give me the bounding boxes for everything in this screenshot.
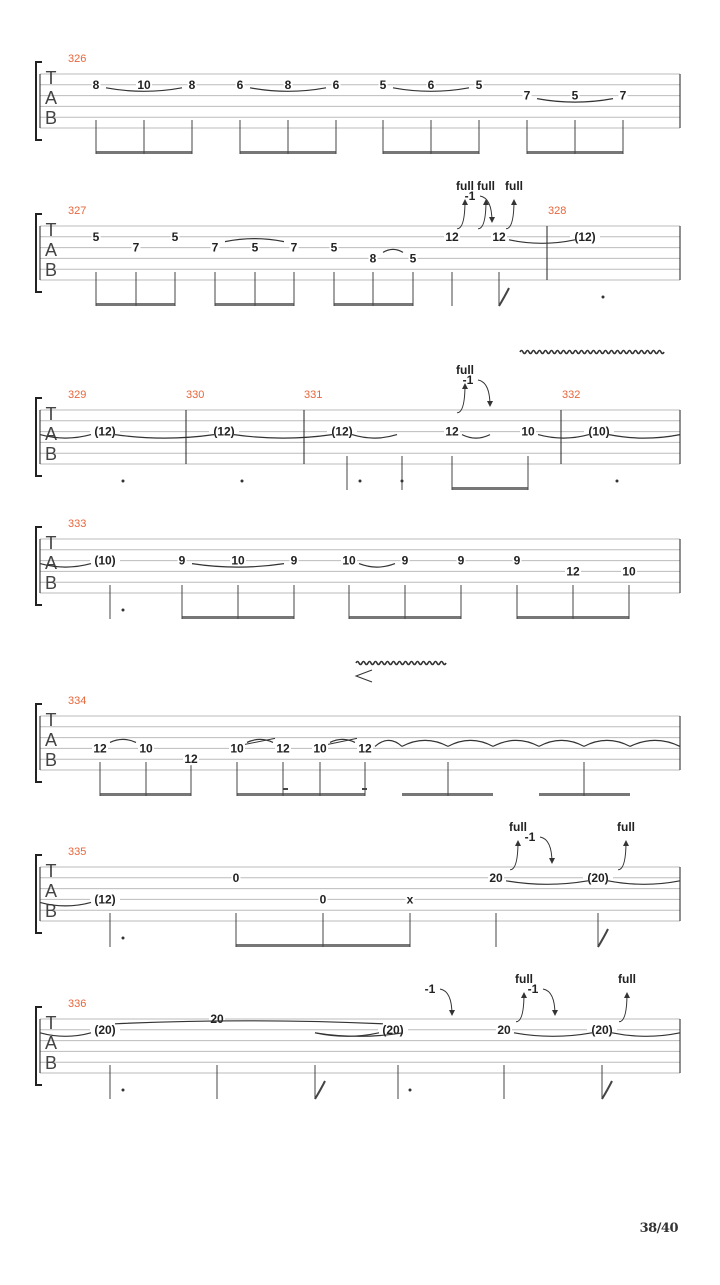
release-arrowhead xyxy=(489,217,495,223)
fret-number: 10 xyxy=(139,741,153,756)
bend-label: full xyxy=(456,179,474,193)
fret-number: 0 xyxy=(232,870,240,885)
tab-clef-letter: B xyxy=(44,444,58,464)
tie-arc xyxy=(462,435,490,439)
fret-number: 12 xyxy=(566,564,580,579)
bar-number: 331 xyxy=(304,389,323,401)
bend-arrowhead xyxy=(624,992,630,998)
fret-number: x xyxy=(406,892,414,907)
page-number: 38/40 xyxy=(639,1221,678,1236)
fret-number: 12 xyxy=(276,741,290,756)
rhythm-dot xyxy=(409,1089,412,1092)
fret-number: 6 xyxy=(427,77,435,92)
release-label: -1 xyxy=(462,373,474,387)
fret-number: (10) xyxy=(94,553,116,568)
fret-number: 5 xyxy=(571,88,579,103)
fret-number: 8 xyxy=(369,251,377,266)
rhythm-dot xyxy=(616,480,619,483)
fret-number: 10 xyxy=(231,553,245,568)
tie-arc xyxy=(352,435,397,439)
note-flag xyxy=(598,929,608,947)
rhythm-dot xyxy=(122,1089,125,1092)
crescendo-mark xyxy=(356,670,372,682)
tie-arc xyxy=(448,740,493,746)
tab-clef-letter: T xyxy=(45,861,57,881)
bar-number: 333 xyxy=(68,518,87,530)
fret-number: 9 xyxy=(290,553,298,568)
note-flag xyxy=(602,1081,612,1099)
fret-number: 12 xyxy=(492,229,506,244)
tab-clef-letter: T xyxy=(45,1013,57,1033)
fret-number: 20 xyxy=(497,1022,511,1037)
fret-number: (10) xyxy=(588,424,610,439)
tab-clef-letter: T xyxy=(45,533,57,553)
tab-clef-letter: B xyxy=(44,901,58,921)
bend-arrowhead xyxy=(511,199,517,205)
fret-number: 12 xyxy=(445,229,459,244)
bar-number: 329 xyxy=(68,389,87,401)
fret-number: (12) xyxy=(331,424,353,439)
fret-number: 5 xyxy=(330,240,338,255)
fret-number: (20) xyxy=(382,1022,404,1037)
rhythm-dot xyxy=(122,480,125,483)
beam xyxy=(452,487,528,490)
release-arrowhead xyxy=(449,1010,455,1016)
fret-number: 9 xyxy=(513,553,521,568)
bend-arrowhead xyxy=(521,992,527,998)
fret-number: 8 xyxy=(188,77,196,92)
bend-label: full xyxy=(509,820,527,834)
fret-number: 12 xyxy=(445,424,459,439)
fret-number: 9 xyxy=(178,553,186,568)
tab-clef-letter: T xyxy=(45,710,57,730)
bar-number: 332 xyxy=(562,389,581,401)
bend-arrowhead xyxy=(623,840,629,846)
fret-number: 10 xyxy=(313,741,327,756)
bar-number: 327 xyxy=(68,205,87,217)
tab-clef-letter: A xyxy=(44,1033,58,1053)
release-label: -1 xyxy=(464,189,476,203)
tie-arc xyxy=(402,740,448,746)
fret-number: (12) xyxy=(574,229,596,244)
release-arrowhead xyxy=(552,1010,558,1016)
fret-number: (20) xyxy=(94,1022,116,1037)
rhythm-dot xyxy=(122,937,125,940)
tie-arc xyxy=(383,249,403,252)
fret-number: 8 xyxy=(284,77,292,92)
tab-clef-letter: B xyxy=(44,573,58,593)
fret-number: 7 xyxy=(619,88,627,103)
bend-label: full xyxy=(477,179,495,193)
note-flag xyxy=(499,288,509,306)
tab-clef-letter: T xyxy=(45,68,57,88)
fret-number: 7 xyxy=(132,240,140,255)
fret-number: 9 xyxy=(457,553,465,568)
bar-number: 335 xyxy=(68,846,87,858)
bend-label: full xyxy=(618,972,636,986)
fret-number: 0 xyxy=(319,892,327,907)
fret-number: 10 xyxy=(521,424,535,439)
tie-arc xyxy=(493,740,539,746)
fret-number: 10 xyxy=(622,564,636,579)
tie-arc xyxy=(608,881,680,885)
tie-arc xyxy=(359,564,395,568)
tab-clef-letter: A xyxy=(44,240,58,260)
fret-number: 7 xyxy=(523,88,531,103)
fret-number: 12 xyxy=(93,741,107,756)
tab-clef-letter: A xyxy=(44,730,58,750)
fret-number: (20) xyxy=(587,870,609,885)
tab-clef-letter: A xyxy=(44,881,58,901)
tab-clef-letter: B xyxy=(44,108,58,128)
fret-number: (12) xyxy=(94,424,116,439)
fret-number: 5 xyxy=(379,77,387,92)
tab-clef-letter: A xyxy=(44,424,58,444)
fret-number: 12 xyxy=(184,752,198,767)
bar-number: 326 xyxy=(68,53,87,65)
tab-clef-letter: B xyxy=(44,260,58,280)
tab-clef-letter: T xyxy=(45,404,57,424)
rhythm-dot xyxy=(401,480,404,483)
fret-number: 6 xyxy=(332,77,340,92)
fret-number: 20 xyxy=(489,870,503,885)
tie-arc xyxy=(539,740,584,746)
bar-number: 334 xyxy=(68,695,87,707)
fret-number: 8 xyxy=(92,77,100,92)
bend-arrowhead xyxy=(515,840,521,846)
rest-mark xyxy=(283,788,288,790)
fret-number: 5 xyxy=(251,240,259,255)
tab-clef-letter: B xyxy=(44,1053,58,1073)
bend-label: full xyxy=(515,972,533,986)
fret-number: 7 xyxy=(290,240,298,255)
release-arrowhead xyxy=(487,401,493,407)
bar-number: 336 xyxy=(68,998,87,1010)
release-label: -1 xyxy=(524,830,536,844)
fret-number: 5 xyxy=(92,229,100,244)
rhythm-dot xyxy=(241,480,244,483)
bar-number: 328 xyxy=(548,205,567,217)
tie-arc xyxy=(584,740,630,746)
tie-arc xyxy=(630,740,680,746)
vibrato-wave xyxy=(356,662,446,665)
tie-arc xyxy=(375,740,402,746)
tab-clef-letter: B xyxy=(44,750,58,770)
fret-number: 10 xyxy=(137,77,151,92)
note-flag xyxy=(315,1081,325,1099)
tie-arc xyxy=(609,435,680,439)
fret-number: 5 xyxy=(171,229,179,244)
tie-arc xyxy=(115,1021,383,1024)
release-arrowhead xyxy=(549,858,555,864)
tab-clef-letter: T xyxy=(45,220,57,240)
fret-number: (12) xyxy=(94,892,116,907)
fret-number: 20 xyxy=(210,1012,224,1026)
fret-number: 5 xyxy=(475,77,483,92)
tab-clef-letter: A xyxy=(44,88,58,108)
tie-arc xyxy=(538,435,589,439)
bend-label: full xyxy=(456,363,474,377)
tie-arc xyxy=(506,881,588,885)
beam xyxy=(237,793,365,796)
tie-arc xyxy=(110,739,136,742)
fret-number: 10 xyxy=(342,553,356,568)
tie-arc xyxy=(509,240,575,244)
fret-number: 10 xyxy=(230,741,244,756)
tie-arc xyxy=(234,435,332,439)
fret-number: (12) xyxy=(213,424,235,439)
bend-label: full xyxy=(505,179,523,193)
release-label: -1 xyxy=(527,982,539,996)
bar-number: 330 xyxy=(186,389,205,401)
tie-arc xyxy=(612,1033,680,1037)
tab-clef-letter: A xyxy=(44,553,58,573)
fret-number: (20) xyxy=(591,1022,613,1037)
release-label: -1 xyxy=(424,982,436,996)
fret-number: 12 xyxy=(358,741,372,756)
bend-label: full xyxy=(617,820,635,834)
fret-number: 6 xyxy=(236,77,244,92)
fret-number: 9 xyxy=(401,553,409,568)
tie-arc xyxy=(115,435,214,439)
rhythm-dot xyxy=(359,480,362,483)
rhythm-dot xyxy=(602,296,605,299)
rhythm-dot xyxy=(122,609,125,612)
fret-number: 5 xyxy=(409,251,417,266)
fret-number: 7 xyxy=(211,240,219,255)
rest-mark xyxy=(362,788,367,790)
vibrato-wave xyxy=(520,351,664,354)
tie-arc xyxy=(514,1033,592,1037)
